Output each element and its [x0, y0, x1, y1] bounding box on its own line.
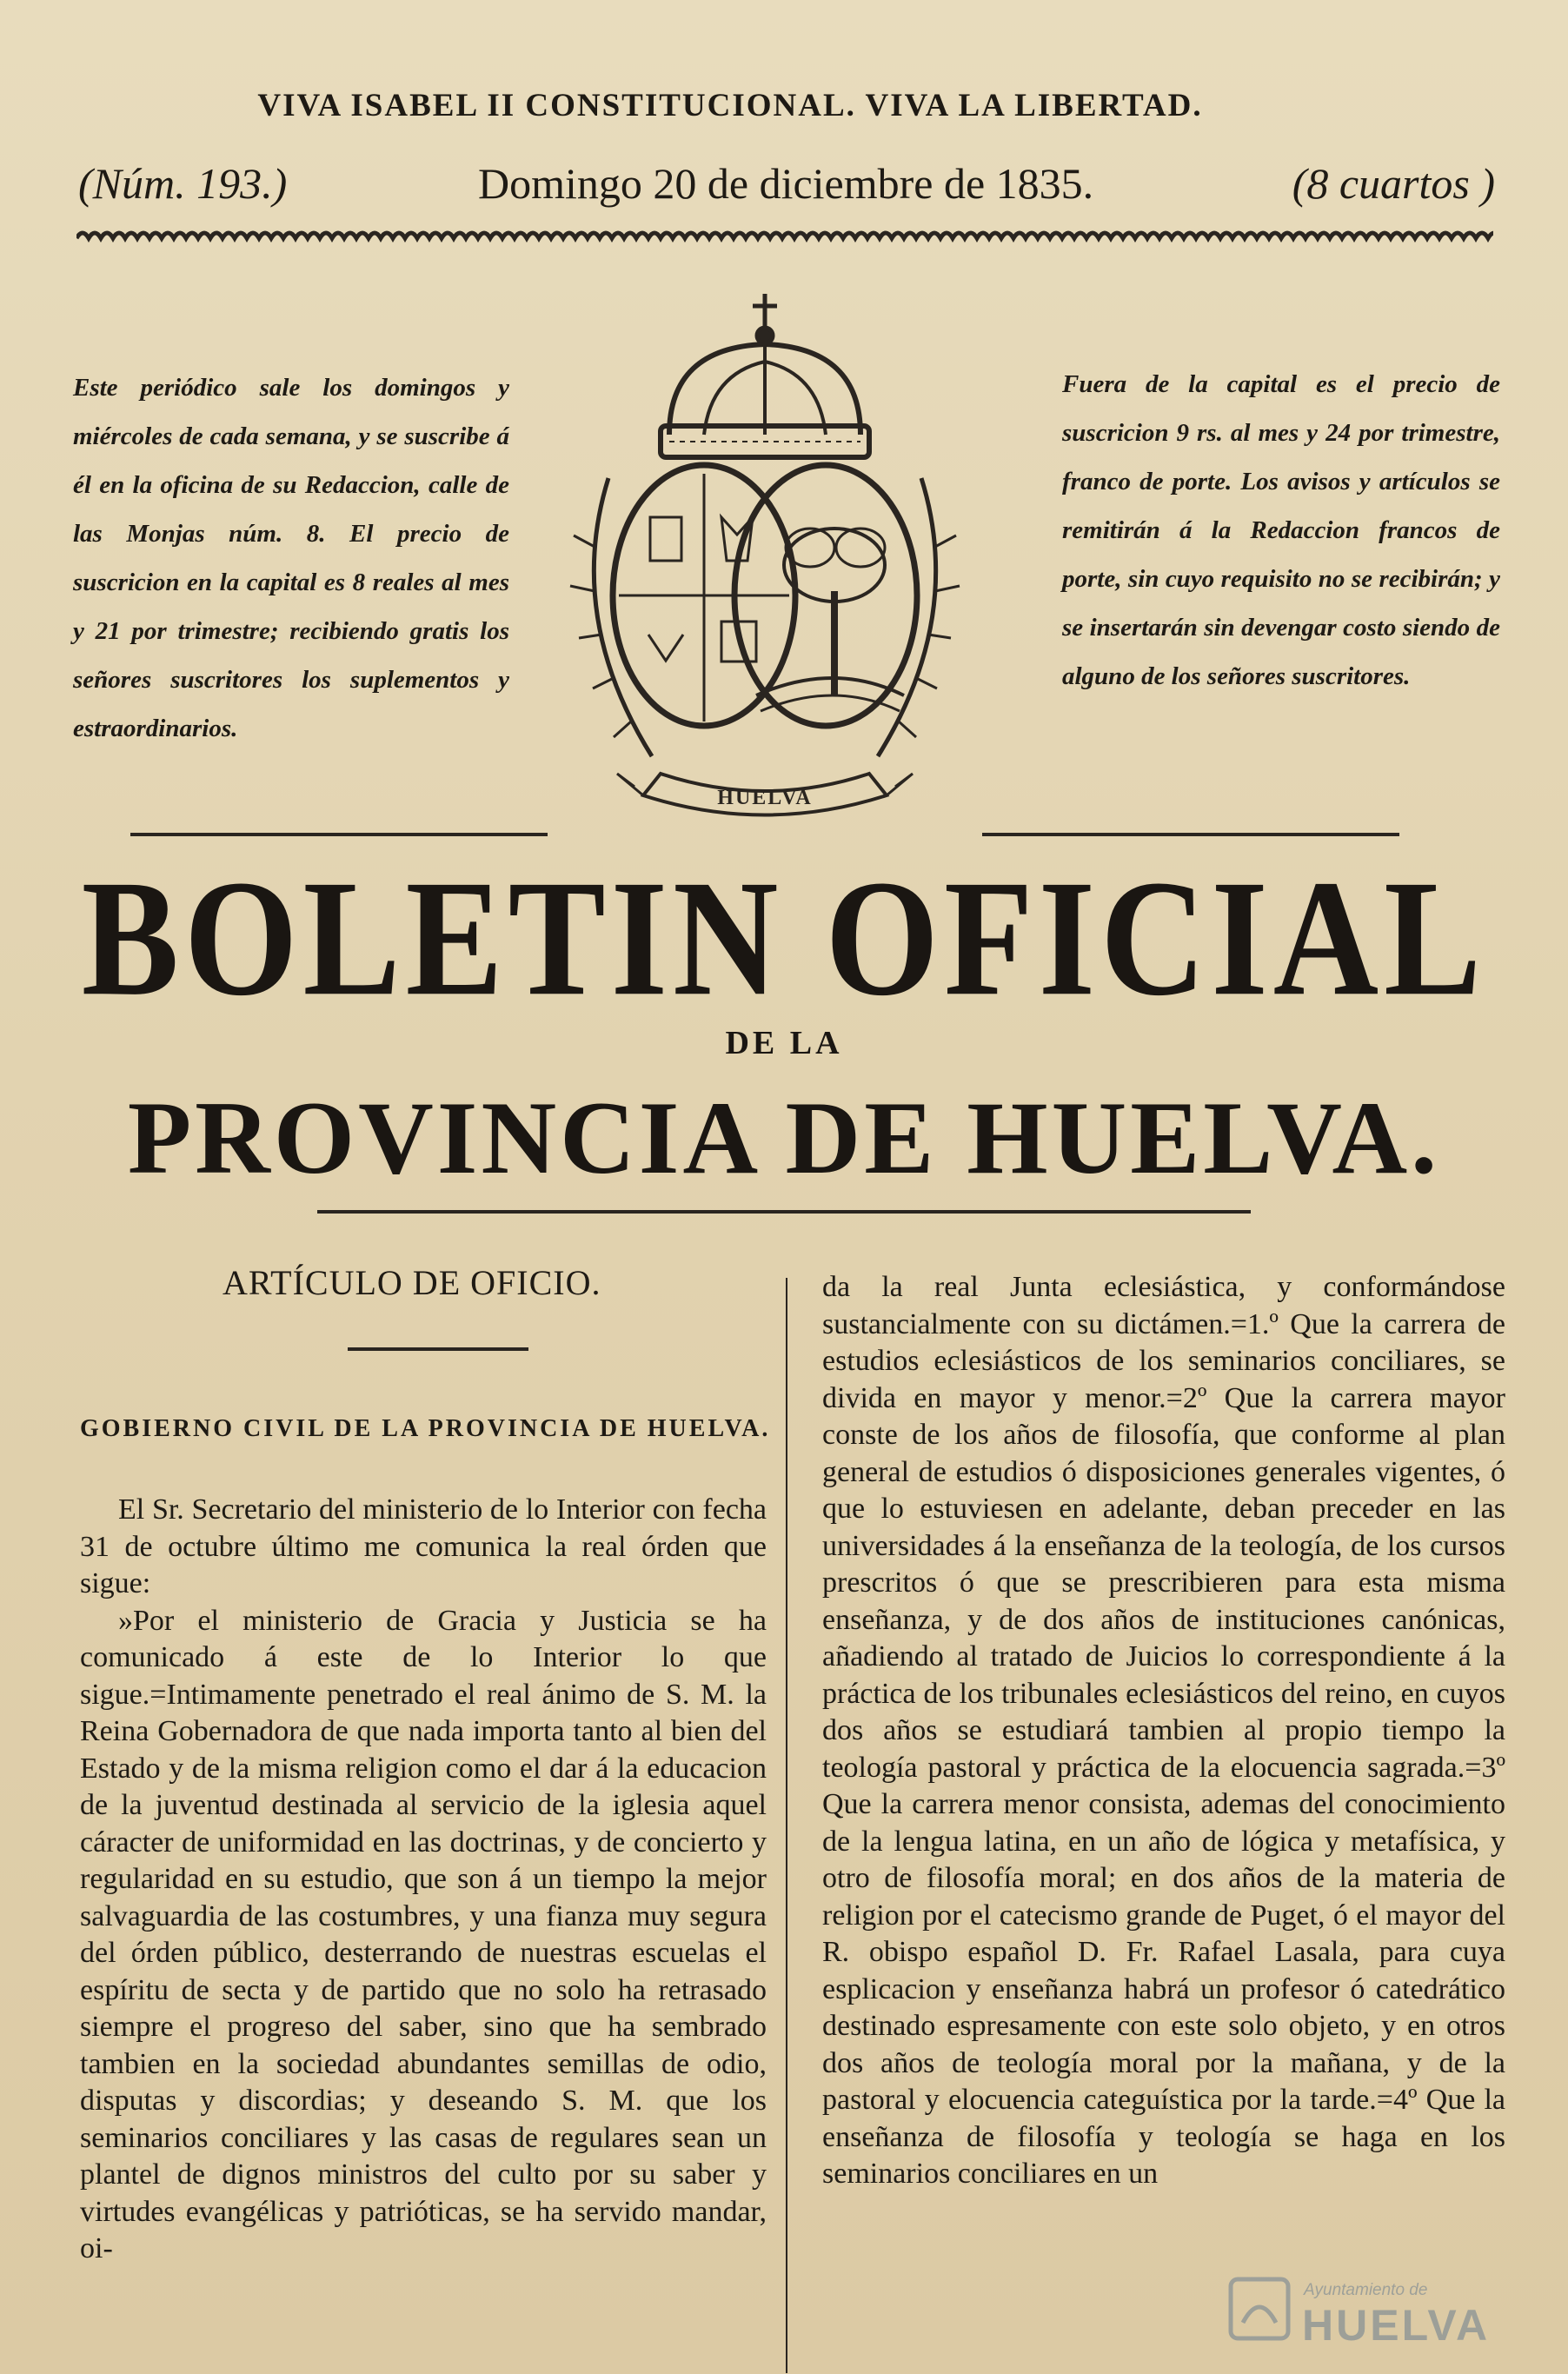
issue-price: (8 cuartos ) [1292, 159, 1495, 208]
article-heading: ARTÍCULO DE OFICIO. [223, 1263, 601, 1302]
title-connector: DE LA [725, 1025, 843, 1061]
masthead-motto: VIVA ISABEL II CONSTITUCIONAL. VIVA LA LIBERTAD. [257, 88, 1203, 123]
archive-logo-icon [1226, 2274, 1293, 2344]
subscription-notice-left: Este periódico sale los domingos y miércoles de cada semana, y se suscribe á él en la oficina de su Redaccion, calle de las Monjas núm. 8. El precio de suscricion en la capital es 8 reales al mes y 21 por trimestre; recibiendo gratis los señores suscritores los suplementos y estraordinarios. [73, 374, 509, 742]
heading-divider [348, 1347, 528, 1351]
article-paragraph: »Por el ministerio de Gracia y Justicia se ha comunicado á este de lo Interior lo que sigue.=Intimamente penetrado el real ánimo de S. M. la Reina Gobernadora de que nada importa tanto al bien del Estado y de la misma religion como el dar á la educacion de la juventud destinada al servicio de la iglesia aquel cáracter de uniformidad en las doctrinas, y de concierto y regularidad en su estudio, que son á un tiempo la mejor salvaguardia de las costumbres, y una fianza muy segura del órden público, desterrando de nuestras escuelas el espíritu de secta y de partido que no solo ha retrasado siempre el progreso del saber, sino que ha sembrado tambien en la sociedad abundantes semillas de odio, disputas y discordias; y deseando S. M. que los seminarios conciliares y las casas de regulares sean un plantel de dignos ministros del culto por su saber y virtudes evangélicas y patrióticas, se ha servido mandar, oi- [80, 1604, 767, 2264]
newspaper-title: BOLETIN OFICIAL [81, 846, 1487, 1031]
crest-ribbon-text: HUELVA [717, 787, 813, 809]
article-paragraph: da la real Junta eclesiástica, y conformándose sustancialmente con su dictámen.=1.º Que la carrera de estudios eclesiásticos de los seminarios conciliares, se divida en mayor y menor.=2º Que la carrera mayor conste de los años de filosofía, que conforme al plan general de estudios ó disposiciones generales vigentes, ó que lo estuviesen en adelante, deban preceder en las universidades á la enseñanza de la teología, de los cursos prescritos ó que se prescribieren para esta misma enseñanza, y de dos años de instituciones canónicas, añadiendo al tratado de Juicios lo correspondiente á la práctica de los tribunales eclesiásticos del reino, en cuyos dos años se estudiará tambien al propio tiempo la teología pastoral y práctica de la elocuencia sagrada.=3º Que la carrera menor consista, ademas del conocimiento de la lengua latina, en un año de lógica y metafísica, y otro de filosofía moral; en dos años de la materia de religion por el catecismo grande de Puget, ó el mayor del R. obispo español D. Fr. Rafael Lasala, para cuya esplicacion y enseñanza habrá un profesor ó catedrático destinado espresamente con este solo objeto, y en otros dos años de teología moral por la mañana, y de la pastoral y elocuencia categuística por la tarde.=4º Que la enseñanza de filosofía y teología se haga en los seminarios conciliares en un [822, 1271, 1505, 2190]
masthead-rule-left [130, 833, 548, 836]
masthead-rule-right [982, 833, 1399, 836]
issue-info-row [78, 158, 1495, 210]
archive-watermark [1226, 2269, 1504, 2350]
article-paragraph: El Sr. Secretario del ministerio de lo Interior con fecha 31 de octubre último me comunica la real órden que sigue: [80, 1493, 767, 1599]
government-heading: GOBIERNO CIVIL DE LA PROVINCIA DE HUELVA. [80, 1415, 771, 1442]
watermark-big-text: HUELVA [1302, 2301, 1491, 2350]
issue-date: Domingo 20 de diciembre de 1835. [478, 159, 1094, 208]
watermark-small-text: Ayuntamiento de [1304, 2281, 1428, 2299]
article-column-right [822, 1269, 1505, 2193]
column-divider [786, 1278, 787, 2373]
article-column-left [80, 1492, 767, 2268]
decorative-wavy-rule [76, 229, 1493, 247]
huelva-coat-of-arms [556, 287, 973, 826]
title-underline [317, 1210, 1251, 1214]
province-title: PROVINCIA DE HUELVA. [127, 1080, 1441, 1195]
issue-number: (Núm. 193.) [78, 159, 288, 208]
subscription-notice-right: Fuera de la capital es el precio de suscricion 9 rs. al mes y 24 por trimestre, franco de porte. Los avisos y artículos se remitirán á la Redaccion francos de porte, sin cuyo requisito no se recibirán; y se insertarán sin devengar costo siendo de alguno de los señores suscritores. [1062, 370, 1500, 690]
